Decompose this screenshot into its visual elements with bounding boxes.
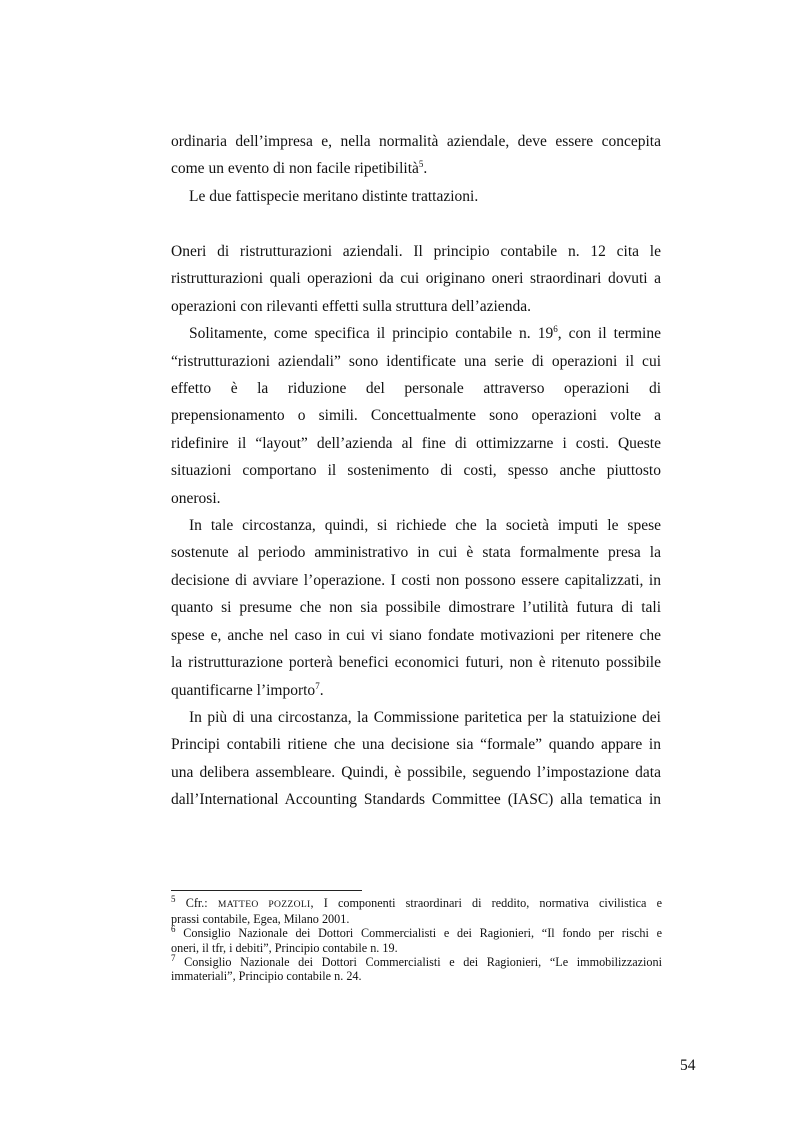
- text-line: sostenute al periodo amministrativo in cui è stata formalmente presa la: [171, 544, 661, 562]
- text-line: Solitamente, come specifica il principio contabile n. $19^6$, con il termine: [189, 324, 661, 343]
- footnote-7-cont: immateriali”, Principio contabile n. 24.: [171, 969, 362, 984]
- text-line: situazioni comportano il sostenimento di costi, spesso anche piuttosto: [171, 462, 661, 480]
- text-line: come un evento di non facile ripetibilità$^5$.: [171, 159, 428, 178]
- text-line: Oneri di ristrutturazioni aziendali. Il principio contabile n. 12 cita le: [171, 243, 661, 260]
- text-line: “ristrutturazioni aziendali” sono identificate una serie di operazioni il cui: [171, 352, 661, 370]
- footnote-5: $^5$ Cfr.: MATTEO POZZOLI, I componenti straordinari di reddito, normativa civilistica e: [171, 893, 662, 910]
- text-line: Le due fattispecie meritano distinte trattazioni.: [189, 187, 479, 205]
- text-line: quantificarne l’importo$^7$.: [171, 680, 324, 699]
- text-line: onerosi.: [171, 489, 221, 507]
- footnote-6-cont: oneri, il tfr, i debiti”, Principio contabile n. 19.: [171, 940, 398, 955]
- body-text: [171, 238, 661, 814]
- footnote-ref[interactable]: 7: [315, 680, 320, 691]
- text-line: spese e, anche nel caso in cui vi siano fondate motivazioni per ritenere che: [171, 626, 661, 644]
- text-line: la ristrutturazione porterà benefici economici futuri, non è ritenuto possibile: [171, 654, 661, 672]
- footnotes: [171, 893, 663, 984]
- text-line: operazioni con rilevanti effetti sulla struttura dell’azienda.: [171, 297, 531, 315]
- text-line: prepensionamento o simili. Concettualmente sono operazioni volte a: [171, 407, 661, 425]
- footnote-ref[interactable]: 5: [418, 159, 424, 170]
- footnote-separator: [171, 890, 362, 891]
- footnote-7: $^7$ Consiglio Nazionale dei Dottori Commercialisti e dei Ragionieri, “Le immobilizzazioni: [171, 952, 663, 969]
- text-line: una delibera assembleare. Quindi, è possibile, seguendo l’impostazione data: [171, 763, 661, 781]
- text-line: In tale circostanza, quindi, si richiede che la società imputi le spese: [189, 517, 661, 535]
- text-line: In più di una circostanza, la Commissione paritetica per la statuizione dei: [189, 708, 661, 726]
- body-text: [171, 128, 661, 210]
- text-line: Principi contabili ritiene che una decisione sia “formale” quando appare in: [171, 736, 661, 754]
- page-number: 54: [680, 1057, 696, 1074]
- text-line: quanto si presume che non sia possibile dimostrare l’utilità futura di tali: [171, 599, 661, 617]
- footnote-5-cont: prassi contabile, Egea, Milano 2001.: [171, 912, 350, 927]
- footnote-ref[interactable]: 6: [553, 324, 558, 335]
- footnote-6: $^6$ Consiglio Nazionale dei Dottori Commercialisti e dei Ragionieri, “Il fondo per rischi e: [171, 924, 662, 941]
- text-line: decisione di avviare l’operazione. I costi non possono essere capitalizzati, in: [171, 571, 661, 589]
- text-line: ridefinire il “layout” dell’azienda al fine di ottimizzarne i costi. Queste: [171, 434, 661, 452]
- text-line: ordinaria dell’impresa e, nella normalità aziendale, deve essere concepita: [171, 133, 661, 150]
- text-line: effetto è la riduzione del personale attraverso operazioni di: [171, 380, 661, 398]
- text-line: ristrutturazioni quali operazioni da cui originano oneri straordinari dovuti a: [171, 270, 661, 288]
- text-line: dall’International Accounting Standards Committee (IASC) alla tematica in: [171, 791, 661, 809]
